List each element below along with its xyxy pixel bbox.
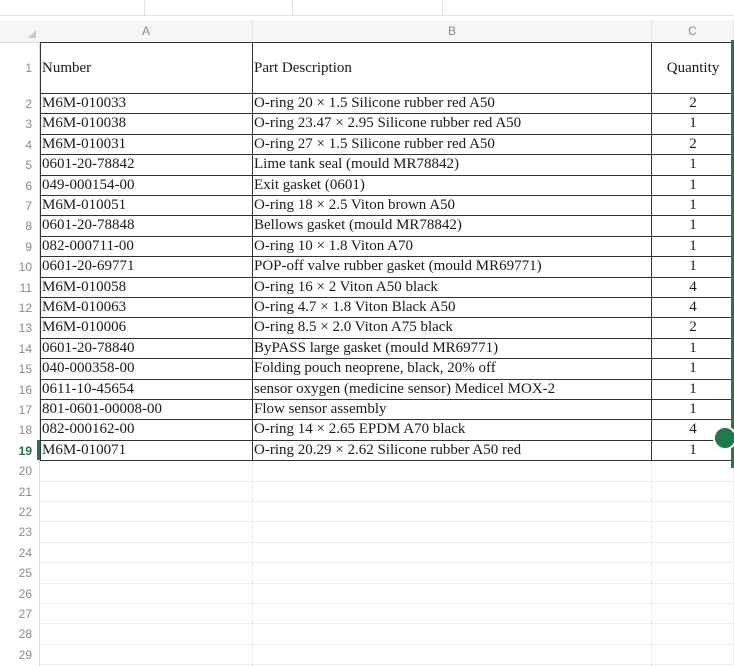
row-header-19[interactable]: 19 [18, 443, 32, 458]
table-cell-quantity[interactable]: 1 [652, 155, 734, 175]
column-header-c[interactable]: C [652, 20, 734, 42]
table-cell-number[interactable]: 0601-20-69771 [40, 257, 253, 277]
table-cell-description[interactable]: O-ring 27 × 1.5 Silicone rubber red A50 [253, 135, 652, 155]
table-cell-description[interactable]: Lime tank seal (mould MR78842) [253, 155, 652, 175]
table-cell-quantity[interactable]: 1 [652, 380, 734, 400]
table-cell-number[interactable]: M6M-010063 [40, 298, 253, 318]
table-cell-number[interactable]: M6M-010058 [40, 278, 253, 298]
row-header-5[interactable]: 5 [25, 158, 32, 173]
gridline-horizontal [40, 644, 734, 645]
column-header-b[interactable]: B [253, 20, 652, 42]
gridline-horizontal [40, 583, 734, 584]
table-cell-quantity[interactable]: 1 [652, 339, 734, 359]
table-header-quantity[interactable]: Quantity [652, 42, 734, 94]
row-header-9[interactable]: 9 [25, 239, 32, 254]
table-cell-description[interactable]: O-ring 20 × 1.5 Silicone rubber red A50 [253, 94, 652, 114]
table-cell-description[interactable]: O-ring 20.29 × 2.62 Silicone rubber A50 red [253, 441, 652, 461]
table-cell-quantity[interactable]: 4 [652, 278, 734, 298]
row-header-16[interactable]: 16 [18, 382, 32, 397]
table-cell-number[interactable]: M6M-010071 [40, 441, 253, 461]
table-cell-description[interactable]: ByPASS large gasket (mould MR69771) [253, 339, 652, 359]
table-cell-quantity[interactable]: 4 [652, 420, 734, 440]
row-header-3[interactable]: 3 [25, 117, 32, 132]
table-cell-description[interactable]: O-ring 8.5 × 2.0 Viton A75 black [253, 318, 652, 338]
row-header-22[interactable]: 22 [18, 505, 32, 519]
row-header-2[interactable]: 2 [25, 97, 32, 111]
gridline-horizontal [40, 521, 734, 522]
table-cell-description[interactable]: O-ring 23.47 × 2.95 Silicone rubber red A50 [253, 114, 652, 134]
table-cell-quantity[interactable]: 1 [652, 257, 734, 277]
row-header-23[interactable]: 23 [18, 525, 32, 540]
toolbar-segment [293, 0, 443, 15]
table-cell-number[interactable]: 082-000711-00 [40, 237, 253, 257]
table-cell-number[interactable]: M6M-010033 [40, 94, 253, 114]
column-header-a[interactable]: A [40, 20, 253, 42]
selection-fill-handle[interactable] [713, 426, 734, 450]
table-cell-number[interactable]: 0601-20-78842 [40, 155, 253, 175]
active-row-indicator [37, 440, 40, 460]
row-header-24[interactable]: 24 [18, 545, 32, 560]
row-header-15[interactable]: 15 [18, 362, 32, 377]
table-cell-number[interactable]: 040-000358-00 [40, 359, 253, 379]
select-all-corner[interactable] [0, 20, 41, 43]
table-cell-number[interactable]: 049-000154-00 [40, 176, 253, 196]
table-cell-quantity[interactable]: 1 [652, 196, 734, 216]
row-header-29[interactable]: 29 [18, 647, 32, 662]
gridline-horizontal [40, 501, 734, 502]
row-header-7[interactable]: 7 [25, 199, 32, 213]
table-cell-quantity[interactable]: 2 [652, 94, 734, 114]
row-header-27[interactable]: 27 [18, 607, 32, 621]
column-header-bar [40, 20, 734, 43]
table-cell-quantity[interactable]: 1 [652, 176, 734, 196]
table-cell-description[interactable]: Bellows gasket (mould MR78842) [253, 216, 652, 236]
table-cell-quantity[interactable]: 1 [652, 237, 734, 257]
table-cell-number[interactable]: 0611-10-45654 [40, 380, 253, 400]
table-cell-number[interactable]: 0601-20-78848 [40, 216, 253, 236]
table-cell-quantity[interactable]: 1 [652, 400, 734, 420]
row-header-6[interactable]: 6 [25, 178, 32, 193]
table-cell-quantity[interactable]: 1 [652, 216, 734, 236]
row-header-21[interactable]: 21 [18, 484, 32, 499]
table-cell-quantity[interactable]: 1 [652, 441, 734, 461]
table-cell-number[interactable]: M6M-010051 [40, 196, 253, 216]
row-header-13[interactable]: 13 [18, 321, 32, 336]
table-cell-description[interactable]: O-ring 16 × 2 Viton A50 black [253, 278, 652, 298]
row-header-1[interactable]: 1 [25, 61, 32, 75]
table-cell-number[interactable]: M6M-010031 [40, 135, 253, 155]
gridline-horizontal [40, 623, 734, 624]
select-all-triangle-icon [28, 30, 36, 38]
row-header-28[interactable]: 28 [18, 627, 32, 642]
formula-bar-strip [0, 0, 734, 16]
table-cell-number[interactable]: 801-0601-00008-00 [40, 400, 253, 420]
row-header-14[interactable]: 14 [18, 341, 32, 356]
table-cell-description[interactable]: O-ring 18 × 2.5 Viton brown A50 [253, 196, 652, 216]
table-header-description[interactable]: Part Description [253, 42, 652, 94]
gridline-horizontal [40, 562, 734, 563]
spreadsheet-grid[interactable] [40, 42, 734, 666]
table-cell-number[interactable]: 082-000162-00 [40, 420, 253, 440]
row-header-18[interactable]: 18 [18, 423, 32, 438]
table-cell-quantity[interactable]: 1 [652, 359, 734, 379]
gridline-horizontal [40, 664, 734, 665]
row-header-8[interactable]: 8 [25, 219, 32, 234]
table-cell-quantity[interactable]: 4 [652, 298, 734, 318]
table-cell-quantity[interactable]: 1 [652, 114, 734, 134]
table-cell-description[interactable]: sensor oxygen (medicine sensor) Medicel MOX-2 [253, 380, 652, 400]
row-header-4[interactable]: 4 [25, 137, 32, 152]
table-cell-description[interactable]: Flow sensor assembly [253, 400, 652, 420]
table-cell-description[interactable]: Exit gasket (0601) [253, 176, 652, 196]
row-header-12[interactable]: 12 [18, 301, 32, 315]
gridline-horizontal [40, 542, 734, 543]
gridline-horizontal [40, 603, 734, 604]
row-header-25[interactable]: 25 [18, 566, 32, 581]
row-header-26[interactable]: 26 [18, 586, 32, 601]
gridline-horizontal [40, 481, 734, 482]
row-header-10[interactable]: 10 [18, 260, 32, 275]
table-cell-description[interactable]: O-ring 4.7 × 1.8 Viton Black A50 [253, 298, 652, 318]
table-cell-description[interactable]: O-ring 14 × 2.65 EPDM A70 black [253, 420, 652, 440]
table-cell-number[interactable]: M6M-010006 [40, 318, 253, 338]
table-cell-number[interactable]: 0601-20-78840 [40, 339, 253, 359]
table-cell-quantity[interactable]: 2 [652, 135, 734, 155]
row-header-17[interactable]: 17 [18, 403, 32, 417]
table-cell-description[interactable]: O-ring 10 × 1.8 Viton A70 [253, 237, 652, 257]
table-cell-description[interactable]: POP-off valve rubber gasket (mould MR69771) [253, 257, 652, 277]
table-cell-quantity[interactable]: 2 [652, 318, 734, 338]
name-box[interactable] [0, 0, 145, 15]
row-header-11[interactable]: 11 [19, 280, 32, 295]
table-cell-description[interactable]: Folding pouch neoprene, black, 20% off [253, 359, 652, 379]
table-header-number[interactable]: Number [40, 42, 253, 94]
row-header-20[interactable]: 20 [18, 464, 32, 479]
toolbar-segment [145, 0, 293, 15]
table-cell-number[interactable]: M6M-010038 [40, 114, 253, 134]
